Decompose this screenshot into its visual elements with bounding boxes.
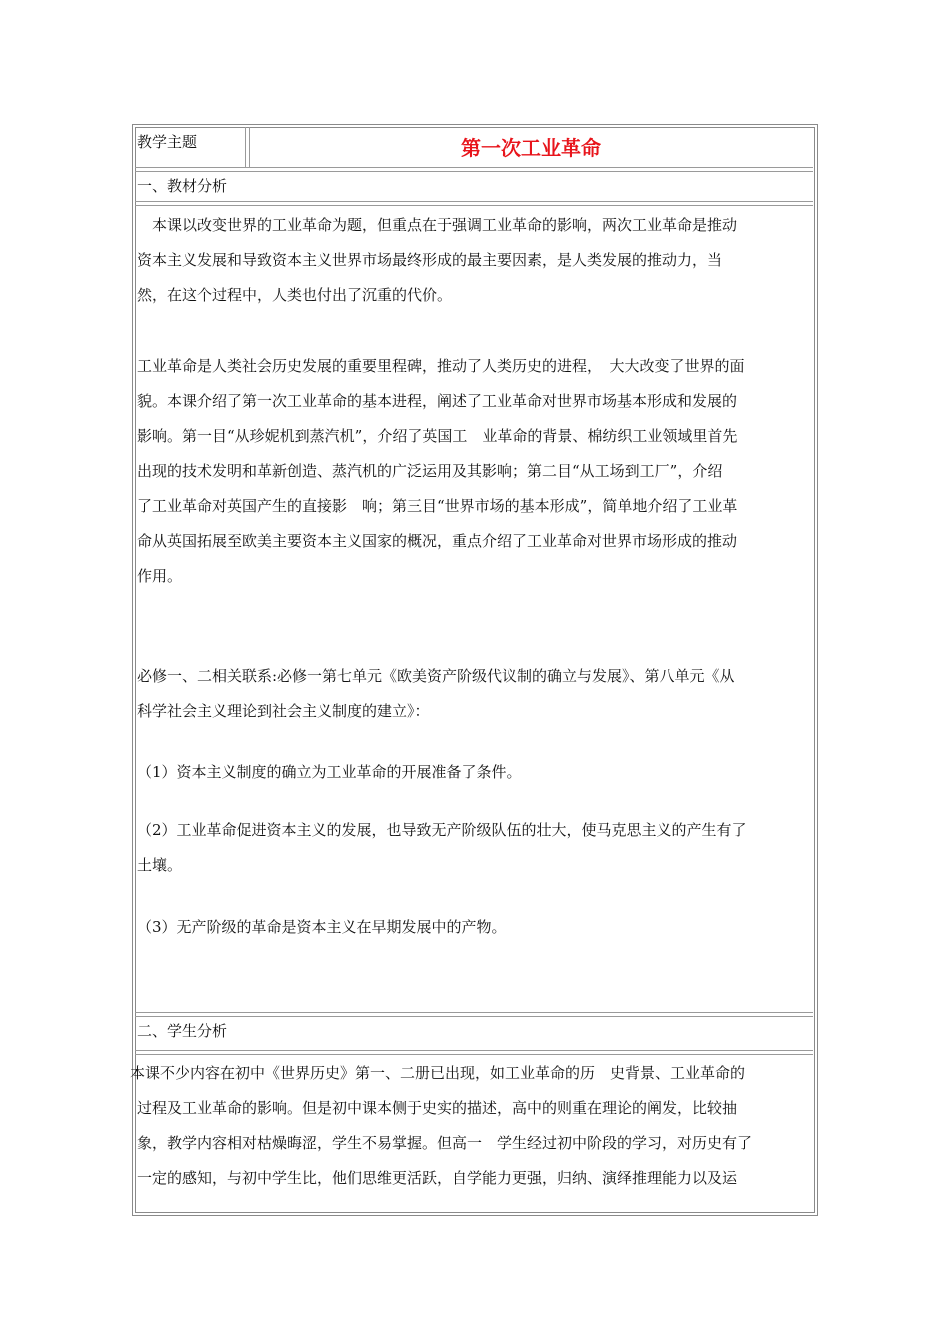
text-line: 本课以改变世界的工业革命为题，但重点在于强调工业革命的影响，两次工业革命是推动 [137, 216, 738, 234]
header-divider [245, 127, 246, 167]
text-line: 科学社会主义理论到社会主义制度的建立》： [137, 702, 430, 720]
section-heading-students: 二、学生分析 [137, 1022, 228, 1040]
paragraph [137, 349, 813, 594]
paragraph [137, 659, 813, 729]
topic-label: 教学主题 [137, 133, 198, 151]
row-divider [135, 1012, 813, 1013]
paragraph [137, 910, 813, 945]
section-heading-materials: 一、教材分析 [137, 177, 228, 195]
row-divider [135, 167, 813, 168]
text-line: 本课不少内容在初中《世界历史》第一、二册已出现，如工业革命的历 史背景、工业革命的 [130, 1064, 746, 1082]
text-line: 命从英国拓展至欧美主要资本主义国家的概况，重点介绍了工业革命对世界市场形成的推动 [137, 532, 738, 550]
lesson-title: 第一次工业革命 [461, 136, 601, 160]
text-line: 作用。 [137, 567, 183, 585]
row-divider [135, 1054, 813, 1055]
text-line: 资本主义发展和导致资本主义世界市场最终形成的最主要因素，是人类发展的推动力，当 [137, 251, 723, 269]
text-line: 工业革命是人类社会历史发展的重要里程碑，推动了人类历史的进程， 大大改变了世界的面 [137, 357, 745, 375]
text-line: （2）工业革命促进资本主义的发展，也导致无产阶级队伍的壮大，使马克思主义的产生有了 [137, 821, 747, 839]
text-line: （1）资本主义制度的确立为工业革命的开展准备了条件。 [137, 763, 522, 781]
text-line: （3）无产阶级的革命是资本主义在早期发展中的产物。 [137, 918, 507, 936]
paragraph [137, 755, 813, 790]
text-line: 一定的感知，与初中学生比，他们思维更活跃，自学能力更强，归纳、演绎推理能力以及运 [137, 1169, 738, 1187]
paragraph [130, 1056, 813, 1196]
paragraph [137, 208, 813, 313]
paragraph [137, 813, 813, 883]
text-line: 土壤。 [137, 856, 183, 874]
row-divider [135, 205, 813, 206]
row-divider [135, 1050, 813, 1051]
row-divider [135, 1016, 813, 1017]
text-line: 貌。本课介绍了第一次工业革命的基本进程，阐述了工业革命对世界市场基本形成和发展的 [137, 392, 738, 410]
text-line: 影响。第一目“从珍妮机到蒸汽机”，介绍了英国工 业革命的背景、棉纺织工业领域里首先 [137, 427, 738, 445]
row-divider [135, 171, 813, 172]
text-line: 必修一、二相关联系:必修一第七单元《欧美资产阶级代议制的确立与发展》、第八单元《从 [137, 667, 735, 685]
text-line: 象，教学内容相对枯燥晦涩，学生不易掌握。但高一 学生经过初中阶段的学习，对历史有了 [137, 1134, 753, 1152]
row-divider [135, 201, 813, 202]
text-line: 出现的技术发明和革新创造、蒸汽机的广泛运用及其影响；第二目“从工场到工厂”，介绍 [137, 462, 723, 480]
text-line: 了工业革命对英国产生的直接影 响；第三目“世界市场的基本形成”，简单地介绍了工业革 [137, 497, 738, 515]
text-line: 然，在这个过程中，人类也付出了沉重的代价。 [137, 286, 453, 304]
text-line: 过程及工业革命的影响。但是初中课本侧于史实的描述，高中的则重在理论的阐发，比较抽 [137, 1099, 738, 1117]
